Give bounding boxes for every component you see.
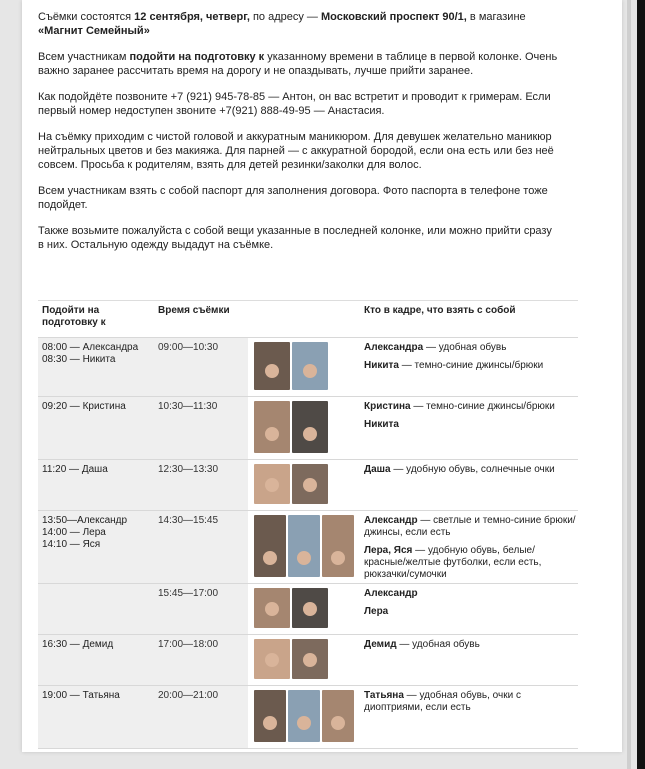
table-row <box>38 635 578 686</box>
participant-name: Лера <box>364 606 389 617</box>
participant-photos <box>254 342 360 390</box>
header-who: Кто в кадре, что взять с собой <box>364 305 516 316</box>
participant-items: — удобную обувь, белые/красные/желтые футболки, если есть, рюкзачки/сумочки <box>364 545 542 580</box>
shoot-time: 17:00—18:00 <box>158 639 219 650</box>
face-shape <box>303 427 317 441</box>
participant-note <box>364 606 576 618</box>
participant-notes <box>364 464 576 482</box>
participant-photo <box>254 588 290 628</box>
participant-notes <box>364 401 576 437</box>
header-prep: Подойти на подготовку к <box>42 305 106 328</box>
participant-photo <box>322 690 354 742</box>
participant-items: — удобная обувь <box>396 639 480 650</box>
participant-name: Никита <box>364 419 399 430</box>
participant-photo <box>292 639 328 679</box>
face-shape <box>331 551 345 565</box>
participant-photo <box>254 639 290 679</box>
participant-name: Даша <box>364 464 391 475</box>
participant-name: Демид <box>364 639 397 650</box>
intro-paragraph-4: На съёмку приходим с чистой головой и аккуратным маникюром. Для девушек желательно маникюр нейтральных цветов и без макияжа. Для парней — с аккуратной бородой, если она есть или без неё совсем. Просьба к родителям, взять для детей резинки/заколки для волос. <box>38 131 554 171</box>
schedule-table <box>38 300 578 749</box>
participant-photo <box>288 690 320 742</box>
participant-note <box>364 464 576 476</box>
shoot-time: 15:45—17:00 <box>158 588 219 599</box>
table-header-row <box>38 301 578 338</box>
participant-photo <box>254 401 290 453</box>
participant-note <box>364 545 576 581</box>
prep-time-entry: 14:00 — Лера <box>42 527 106 538</box>
table-row <box>38 584 578 635</box>
participant-name: Александра <box>364 342 424 353</box>
participant-name: Никита <box>364 360 399 371</box>
prep-time-entry: 08:00 — Александра <box>42 342 139 353</box>
participant-notes <box>364 639 576 657</box>
participant-note <box>364 690 576 714</box>
participant-name: Александр <box>364 588 418 599</box>
face-shape <box>263 716 277 730</box>
participant-note <box>364 515 576 539</box>
participant-photos <box>254 639 360 679</box>
prep-time-entry: 16:30 — Демид <box>42 639 114 650</box>
participant-name: Татьяна <box>364 690 404 701</box>
table-row <box>38 397 578 460</box>
prep-times <box>42 464 150 476</box>
shoot-time: 10:30—11:30 <box>158 401 218 412</box>
participant-photo <box>254 515 286 577</box>
participant-photo <box>254 342 290 390</box>
prep-time-entry: 14:10 — Яся <box>42 539 101 550</box>
face-shape <box>303 364 317 378</box>
participant-items: — темно-синие джинсы/брюки <box>398 360 544 371</box>
face-shape <box>265 602 279 616</box>
table-row <box>38 686 578 749</box>
face-shape <box>265 478 279 492</box>
participant-photo <box>254 690 286 742</box>
participant-notes <box>364 690 576 720</box>
intro-paragraph-2: Всем участникам подойти на подготовку к указанному времени в таблице в первой колонке. Очень важно заранее рассчитать время на дорогу и не опаздывать, лучше прийти заранее. <box>38 51 558 77</box>
face-shape <box>297 716 311 730</box>
face-shape <box>331 716 345 730</box>
participant-note <box>364 639 576 651</box>
prep-times <box>42 401 150 413</box>
participant-notes <box>364 342 576 378</box>
shoot-time: 12:30—13:30 <box>158 464 219 475</box>
participant-photo <box>322 515 354 577</box>
participant-items: — удобную обувь, солнечные очки <box>390 464 555 475</box>
header-time: Время съёмки <box>158 305 230 316</box>
participant-photo <box>288 515 320 577</box>
prep-times <box>42 515 150 551</box>
participant-name: Александр <box>364 515 418 526</box>
shoot-time: 14:30—15:45 <box>158 515 219 526</box>
participant-notes <box>364 588 576 624</box>
participant-items: — темно-синие джинсы/брюки <box>410 401 555 412</box>
intro-paragraph-5: Всем участникам взять с собой паспорт для заполнения договора. Фото паспорта в телефоне тоже подойдет. <box>38 185 548 211</box>
face-shape <box>265 364 279 378</box>
prep-times <box>42 639 150 651</box>
face-shape <box>303 602 317 616</box>
participant-notes <box>364 515 576 587</box>
scrollbar-track[interactable] <box>627 0 631 769</box>
prep-times <box>42 690 150 702</box>
participant-note <box>364 419 576 431</box>
prep-time-entry: 13:50—Александр <box>42 515 128 526</box>
table-row <box>38 460 578 511</box>
participant-items: — светлые и темно-синие брюки/джинсы, если есть <box>364 515 576 538</box>
face-shape <box>263 551 277 565</box>
participant-note <box>364 360 576 372</box>
scrollbar-thumb[interactable] <box>637 0 645 769</box>
document-text <box>38 10 558 264</box>
participant-photos <box>254 515 360 577</box>
prep-times <box>42 342 150 366</box>
participant-name: Лера, Яся <box>364 545 413 556</box>
prep-time-entry: 19:00 — Татьяна <box>42 690 120 701</box>
participant-note <box>364 588 576 600</box>
prep-time-entry: 08:30 — Никита <box>42 354 116 365</box>
participant-photos <box>254 690 360 742</box>
shoot-time: 20:00—21:00 <box>158 690 219 701</box>
face-shape <box>297 551 311 565</box>
participant-name: Кристина <box>364 401 411 412</box>
participant-photos <box>254 588 360 628</box>
participant-items: — удобная обувь <box>423 342 507 353</box>
prep-time-entry: 11:20 — Даша <box>42 464 108 475</box>
shoot-time: 09:00—10:30 <box>158 342 219 353</box>
participant-photos <box>254 401 360 453</box>
participant-photo <box>254 464 290 504</box>
participant-photo <box>292 342 328 390</box>
table-row <box>38 511 578 584</box>
face-shape <box>303 653 317 667</box>
face-shape <box>265 427 279 441</box>
participant-note <box>364 342 576 354</box>
participant-photo <box>292 464 328 504</box>
intro-paragraph-6: Также возьмите пожалуйста с собой вещи указанные в последней колонке, или можно прийти сразу в них. Остальную одежду выдадут на съёмке. <box>38 225 552 251</box>
participant-photos <box>254 464 360 504</box>
face-shape <box>265 653 279 667</box>
intro-paragraph-1: Съёмки состоятся 12 сентября, четверг, по адресу — Московский проспект 90/1, в магазине «Магнит Семейный» <box>38 11 526 37</box>
prep-time-entry: 09:20 — Кристина <box>42 401 126 412</box>
participant-photo <box>292 401 328 453</box>
prep-cell-bg <box>38 584 152 634</box>
table-row <box>38 338 578 397</box>
intro-paragraph-3: Как подойдёте позвоните +7 (921) 945-78-85 — Антон, он вас встретит и проводит к гримерам. Если первый номер недоступен звоните +7(921) 888-49-95 — Анастасия. <box>38 91 551 117</box>
face-shape <box>303 478 317 492</box>
participant-items: — удобная обувь, очки с диоптриями, если есть <box>364 690 521 713</box>
participant-photo <box>292 588 328 628</box>
participant-note <box>364 401 576 413</box>
